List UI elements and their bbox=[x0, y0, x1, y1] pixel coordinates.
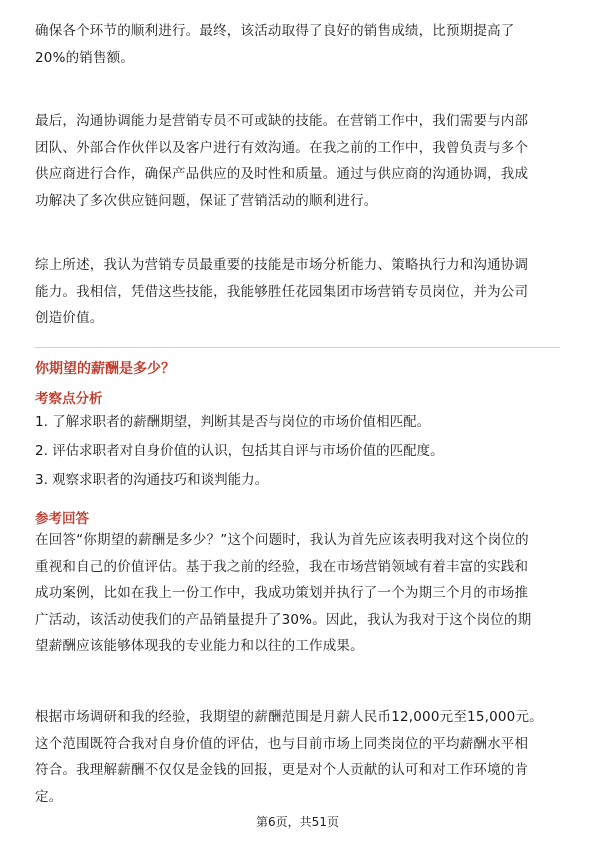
analysis-heading: 考察点分析 bbox=[35, 391, 103, 407]
text-line: 团队、外部合作伙伴以及客户进行有效沟通。在我之前的工作中，我曾负责与多个 bbox=[35, 139, 529, 156]
question-title: 你期望的薪酬是多少？ bbox=[35, 361, 175, 377]
analysis-item: 3. 观察求职者的沟通技巧和谈判能力。 bbox=[35, 472, 269, 488]
text-line: 供应商进行合作，确保产品供应的及时性和质量。通过与供应商的沟通协调，我成 bbox=[35, 166, 529, 182]
reference-paragraph-2 bbox=[35, 704, 560, 810]
text-line: 综上所述，我认为营销专员最重要的技能是市场分析能力、策略执行力和沟通协调 bbox=[35, 257, 529, 273]
page-footer: 第6页，共51页 bbox=[256, 815, 339, 829]
text-line: 根据市场调研和我的经验，我期望的薪酬范围是月薪人民币12,000元至15,000元。 bbox=[35, 709, 543, 725]
communication-paragraph bbox=[35, 108, 560, 214]
reference-heading: 参考回答 bbox=[35, 511, 89, 527]
text-line: 20%的销售额。 bbox=[35, 49, 135, 66]
text-line: 成功案例，比如在我上一份工作中，我成功策划并执行了一个为期三个月的市场推 bbox=[35, 585, 529, 601]
text-line: 符合。我理解薪酬不仅仅是金钱的回报，更是对个人贡献的认可和对工作环境的肯 bbox=[35, 762, 529, 778]
text-line: 定。 bbox=[35, 788, 63, 805]
analysis-item: 1. 了解求职者的薪酬期望，判断其是否与岗位的市场价值相匹配。 bbox=[35, 414, 431, 430]
text-line: 功解决了多次供应链问题，保证了营销活动的顺利进行。 bbox=[35, 192, 378, 209]
summary-paragraph bbox=[35, 252, 560, 332]
text-line: 这个范围既符合我对自身价值的评估，也与目前市场上同类岗位的平均薪酬水平相 bbox=[35, 735, 529, 752]
text-line: 最后，沟通协调能力是营销专员不可或缺的技能。在营销工作中，我们需要与内部 bbox=[35, 113, 529, 129]
text-line: 确保各个环节的顺利进行。最终，该活动取得了良好的销售成绩，比预期提高了 bbox=[35, 23, 515, 39]
text-line: 望薪酬应该能够体现我的专业能力和以往的工作成果。 bbox=[35, 638, 364, 654]
text-line: 重视和自己的价值评估。基于我之前的经验，我在市场营销领域有着丰富的实践和 bbox=[35, 558, 529, 575]
analysis-item: 2. 评估求职者对自身价值的认识，包括其自评与市场价值的匹配度。 bbox=[35, 443, 444, 459]
section-divider bbox=[35, 347, 560, 348]
text-line: 创造价值。 bbox=[35, 310, 104, 326]
reference-paragraph-1 bbox=[35, 527, 560, 660]
text-line: 广活动，该活动使我们的产品销量提升了30%。因此，我认为我对于这个岗位的期 bbox=[35, 611, 532, 628]
intro-tail-paragraph bbox=[35, 18, 560, 71]
text-line: 在回答“你期望的薪酬是多少？”这个问题时，我认为首先应该表明我对这个岗位的 bbox=[35, 532, 529, 548]
text-line: 能力。我相信，凭借这些技能，我能够胜任花园集团市场营销专员岗位，并为公司 bbox=[35, 283, 529, 300]
